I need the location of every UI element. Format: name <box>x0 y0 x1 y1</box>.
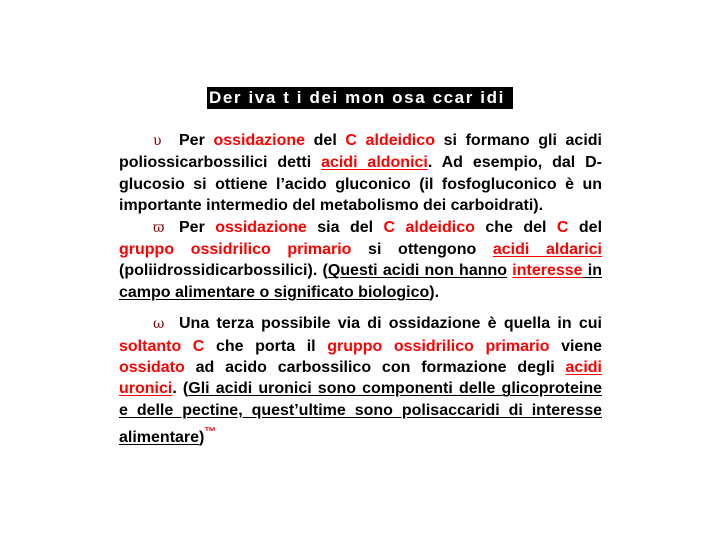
text-segment: che del <box>474 218 557 236</box>
text-segment: C <box>556 218 569 236</box>
text-segment: soltanto C <box>119 337 205 355</box>
slide-title-bar <box>207 87 513 109</box>
paragraph-3 <box>119 313 602 448</box>
text-segment: (poliidrossidicarbossilici). ( <box>119 262 328 280</box>
text-segment: ossidato <box>119 359 185 377</box>
text-segment: interesse <box>512 262 583 280</box>
text-segment: Questi acidi non hanno <box>327 262 508 280</box>
text-segment: del <box>568 218 603 236</box>
text-segment: Una terza possibile via di ossidazione è quella in cui <box>179 315 602 333</box>
text-segment: . ( <box>172 380 189 398</box>
text-segment: sia del <box>306 218 384 236</box>
text-segment: Gli acidi uronici sono componenti delle glicoproteine e delle pectine, quest’ultime sono polisaccaridi di interesse alimentare <box>119 380 603 446</box>
text-segment: ™ <box>204 424 217 439</box>
paragraph-1 <box>119 130 602 217</box>
text-segment: . Ad esempio, dal D-glucosio si ottiene l’acido gluconico (il fosfogluconico è un importante intermedio del metabolismo dei carboidrati). <box>119 154 602 215</box>
text-segment: acidi aldonici <box>321 154 428 172</box>
slide-title: Der iva t i dei mon osa ccar idi <box>209 88 505 107</box>
text-segment: si formano gli acidi poliossicarbossilici detti <box>119 132 602 172</box>
text-segment: acidi <box>565 359 602 377</box>
text-segment: viene <box>549 337 603 355</box>
text-segment: Per <box>179 218 216 236</box>
text-segment: ossidazione <box>215 218 307 236</box>
text-segment: Per <box>179 132 214 149</box>
text-segment: uronici <box>119 380 173 398</box>
bullet-icon: υ <box>153 133 162 149</box>
slide-body <box>119 130 602 448</box>
text-segment: ). <box>429 283 440 301</box>
text-segment: in campo alimentare o significato biologico <box>119 262 603 301</box>
paragraph-2 <box>119 217 602 304</box>
bullet-icon: ω <box>153 316 165 333</box>
text-segment: ad acido carbossilico con formazione degli <box>184 359 566 377</box>
text-segment: ossidazione <box>213 132 306 149</box>
text-segment: del <box>305 132 346 149</box>
text-segment: gruppo ossidrilico primario <box>327 337 550 355</box>
text-segment: C aldeidico <box>383 218 475 236</box>
text-segment: si ottengono <box>351 241 493 259</box>
text-segment: che porta il <box>204 337 328 355</box>
text-segment: C aldeidico <box>345 132 435 149</box>
text-segment: gruppo ossidrilico primario <box>119 241 352 259</box>
text-segment: ) <box>199 428 205 446</box>
bullet-icon: ϖ <box>153 219 165 236</box>
text-segment: acidi aldarici <box>492 241 603 259</box>
